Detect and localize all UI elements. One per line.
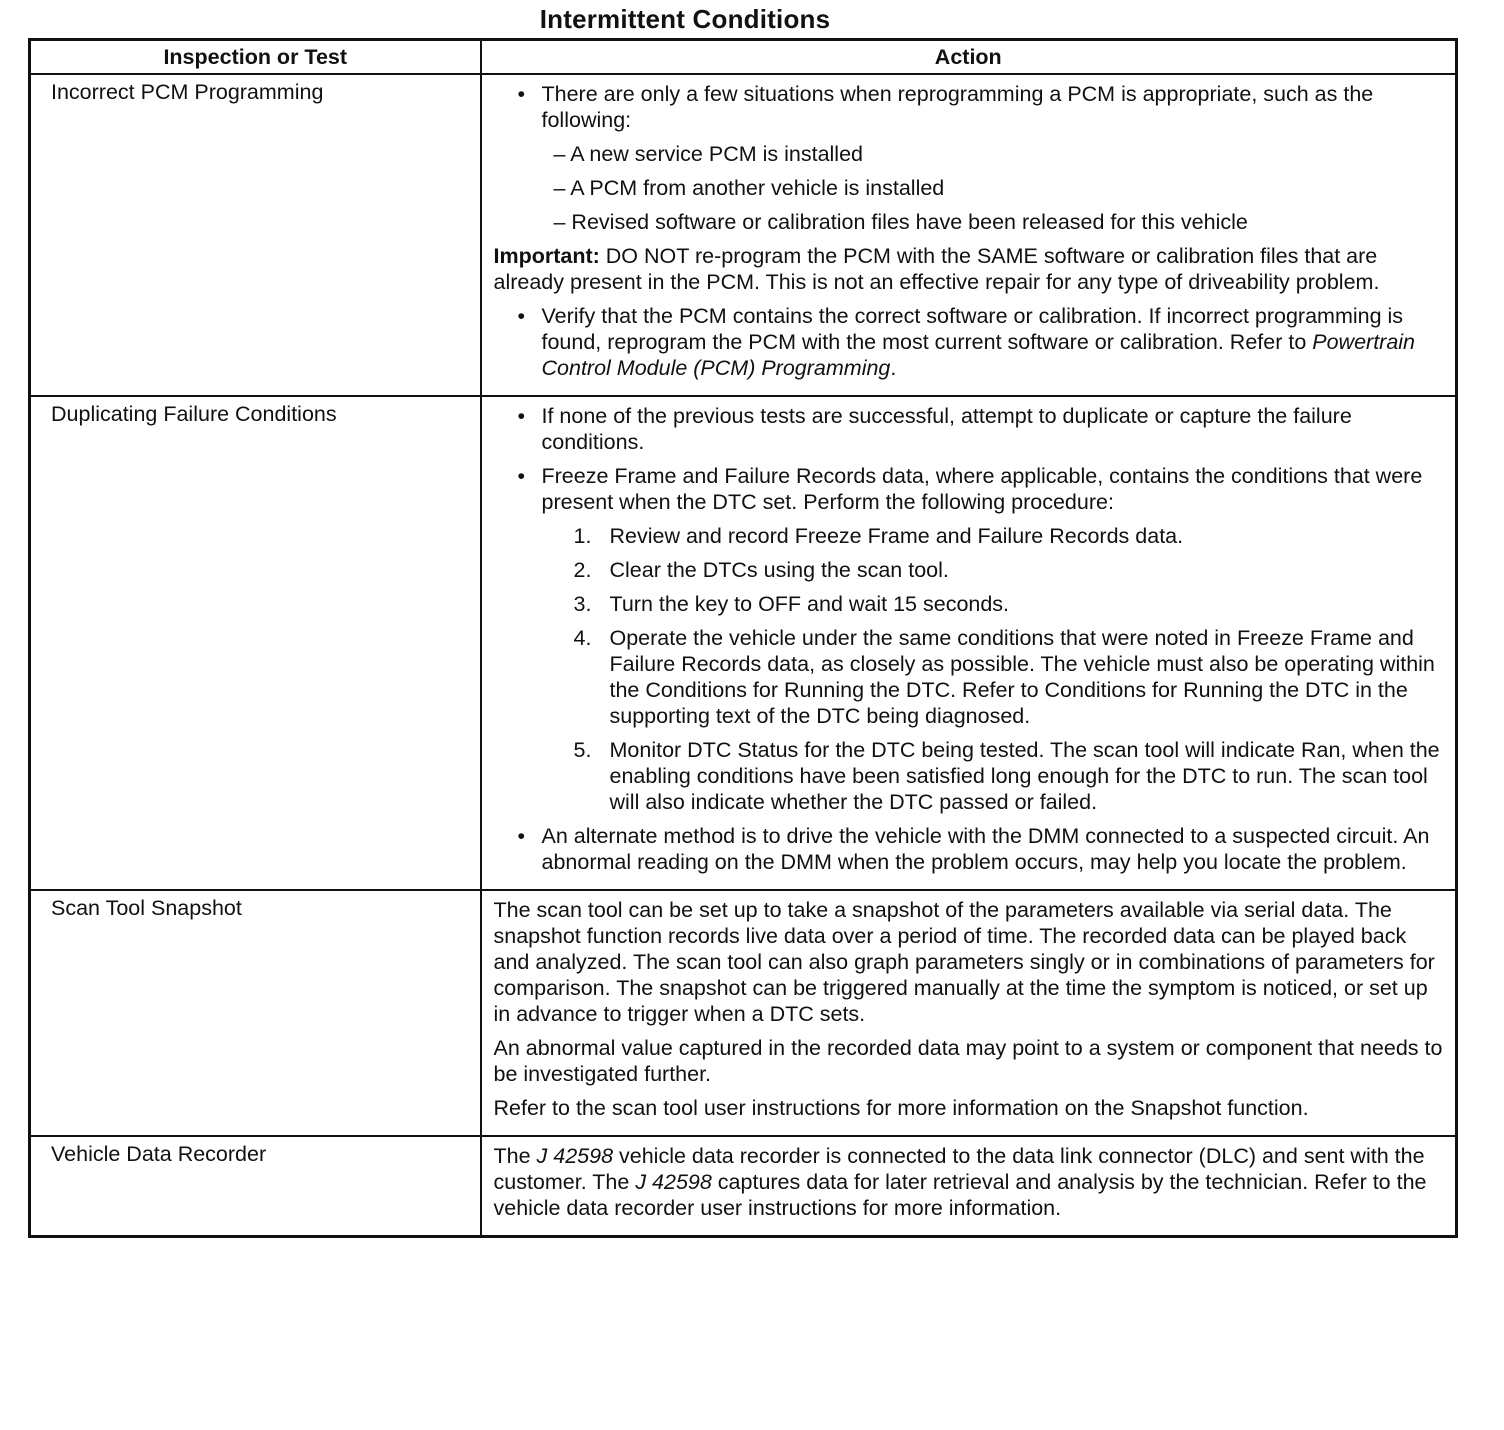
list-item: – A new service PCM is installed — [553, 142, 863, 166]
bullet-list — [494, 403, 1444, 875]
row-action-vehicle-data-recorder — [481, 1136, 1457, 1237]
column-header-inspection: Inspection or Test — [30, 40, 481, 75]
paragraph: Refer to the scan tool user instructions for more information on the Snapshot function. — [493, 1096, 1309, 1120]
table-row — [30, 396, 1457, 890]
dash-list — [542, 141, 1444, 235]
procedure-step — [542, 625, 1444, 729]
column-header-action: Action — [481, 40, 1457, 75]
step-text: Review and record Freeze Frame and Failure Records data. — [609, 524, 1184, 548]
procedure-step — [542, 591, 1444, 617]
list-item — [494, 463, 1444, 815]
row-action-pcm-programming — [481, 74, 1457, 396]
page-title: Intermittent Conditions — [539, 4, 831, 34]
bullet-list — [494, 303, 1444, 381]
list-item: • An alternate method is to drive the vehicle with the DMM connected to a suspected circuit. An abnormal reading on the DMM when the problem occurs, may help you locate the problem. — [494, 823, 1444, 875]
tool-number: J 42598 — [635, 1170, 712, 1194]
row-action-scan-tool-snapshot — [481, 890, 1457, 1136]
bullet-text: There are only a few situations when reprogramming a PCM is appropriate, such as the following: — [541, 82, 1374, 132]
bullet-text-end: . — [890, 356, 897, 380]
step-number: 5. — [573, 738, 592, 762]
paragraph: The scan tool can be set up to take a snapshot of the parameters available via serial data. The snapshot function records live data over a period of time. The recorded data can be played back and analyzed. The scan tool can also graph parameters singly or in combinations of parameters for comparison. The snapshot can be triggered manually at the time the symptom is noticed, or set up in advance to trigger when a DTC sets. — [493, 898, 1435, 1026]
step-text: Clear the DTCs using the scan tool. — [609, 558, 949, 582]
bullet-list — [494, 81, 1444, 235]
procedure-steps — [542, 523, 1444, 815]
text-run: captures data for later retrieval and analysis by the technician. Refer to the vehicle data recorder user instructions for more information. — [493, 1170, 1427, 1220]
text-run: The — [493, 1144, 537, 1168]
step-number: 3. — [573, 592, 592, 616]
row-label-duplicating-failure: Duplicating Failure Conditions — [30, 396, 481, 890]
step-text: Operate the vehicle under the same conditions that were noted in Freeze Frame and Failure Records data, as closely as possible. The vehicle must also be operating within the Conditions for Running the DTC. Refer to Conditions for Running the DTC in the supporting text of the DTC being diagnosed. — [609, 626, 1435, 728]
procedure-step — [542, 557, 1444, 583]
row-action-duplicating-failure — [481, 396, 1457, 890]
list-item: – A PCM from another vehicle is installed — [553, 176, 945, 200]
procedure-step — [542, 737, 1444, 815]
row-label-scan-tool-snapshot: Scan Tool Snapshot — [30, 890, 481, 1136]
reference-link: Powertrain Control Module (PCM) Programming — [541, 330, 1416, 380]
row-label-vehicle-data-recorder: Vehicle Data Recorder — [30, 1136, 481, 1237]
important-note — [494, 243, 1444, 295]
intermittent-conditions-table — [28, 38, 1458, 1238]
tool-number: J 42598 — [536, 1144, 614, 1168]
step-number: 2. — [573, 558, 592, 582]
table-row — [30, 890, 1457, 1136]
table-row — [30, 74, 1457, 396]
step-text: Turn the key to OFF and wait 15 seconds. — [609, 592, 1010, 616]
list-item: • If none of the previous tests are successful, attempt to duplicate or capture the failure conditions. — [494, 403, 1444, 455]
important-label: Important: — [493, 244, 600, 268]
paragraph — [494, 1143, 1444, 1221]
list-item — [494, 81, 1444, 235]
procedure-step — [542, 523, 1444, 549]
step-number: 4. — [573, 626, 592, 650]
list-item: – Revised software or calibration files have been released for this vehicle — [553, 210, 1248, 234]
table-row — [30, 1136, 1457, 1237]
bullet-text: Freeze Frame and Failure Records data, where applicable, contains the conditions that were present when the DTC set. Perform the following procedure: — [541, 464, 1423, 514]
text-run: vehicle data recorder is connected to the data link connector (DLC) and sent with the customer. The — [493, 1144, 1425, 1194]
bullet-text: Verify that the PCM contains the correct software or calibration. If incorrect programming is found, reprogram the PCM with the most current software or calibration. Refer to — [541, 304, 1404, 354]
step-text: Monitor DTC Status for the DTC being tested. The scan tool will indicate Ran, when the enabling conditions have been satisfied long enough for the DTC to run. The scan tool will also indicate whether the DTC passed or failed. — [609, 738, 1440, 814]
important-text: DO NOT re-program the PCM with the SAME software or calibration files that are already present in the PCM. This is not an effective repair for any type of driveability problem. — [493, 244, 1380, 294]
paragraph: An abnormal value captured in the recorded data may point to a system or component that needs to be investigated further. — [493, 1036, 1443, 1086]
step-number: 1. — [573, 524, 592, 548]
list-item — [494, 303, 1444, 381]
row-label-pcm-programming: Incorrect PCM Programming — [30, 74, 481, 396]
table-header-row — [30, 40, 1457, 75]
